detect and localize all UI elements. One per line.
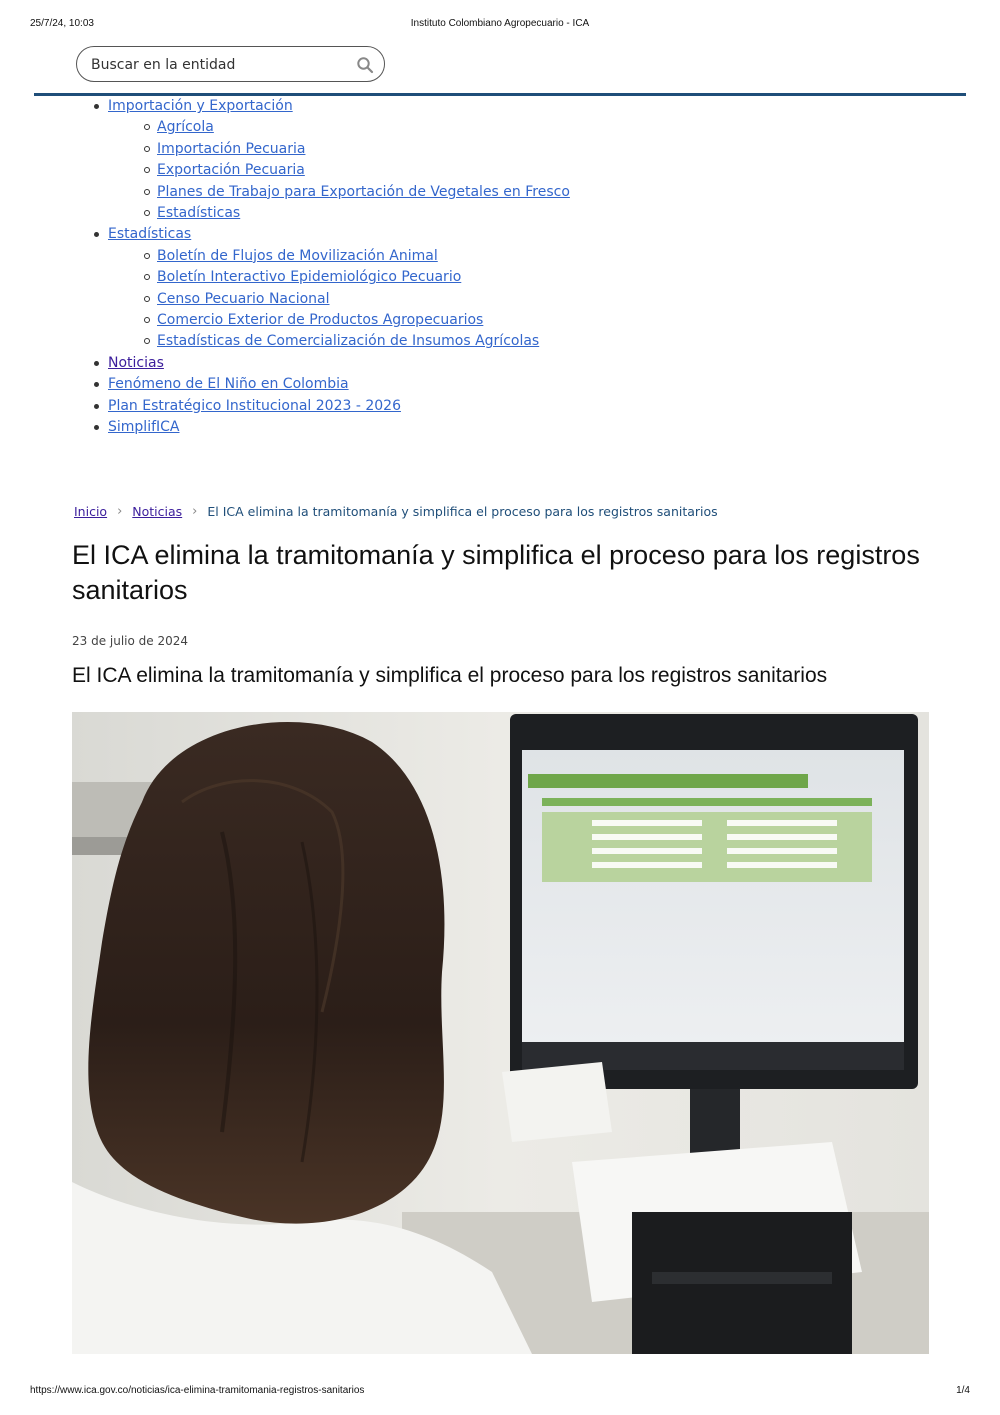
menu-item-importacion-exportacion [94, 96, 794, 224]
breadcrumb-home-link[interactable]: Inicio [74, 503, 108, 519]
submenu-link-exportacion-pecuaria[interactable]: Exportación Pecuaria [157, 162, 305, 179]
menu-link-simplifica[interactable]: SimplifICA [108, 419, 180, 436]
submenu-link-agricola[interactable]: Agrícola [157, 119, 214, 136]
print-page-title: Instituto Colombiano Agropecuario - ICA [410, 18, 590, 29]
print-url: https://www.ica.gov.co/noticias/ica-elimina-tramitomania-registros-sanitarios [30, 1385, 365, 1396]
submenu-item [108, 139, 794, 160]
print-datetime: 25/7/24, 10:03 [30, 18, 94, 29]
article-photo [72, 712, 929, 1354]
menu-link-estadisticas[interactable]: Estadísticas [108, 226, 192, 243]
search-box[interactable] [76, 46, 385, 82]
submenu-item [108, 267, 794, 288]
article-subtitle: El ICA elimina la tramitomanía y simplifica el proceso para los registros sanitarios [72, 664, 828, 687]
menu-link-importacion-exportacion[interactable]: Importación y Exportación [108, 98, 293, 114]
submenu-link-estadisticas-impexp[interactable]: Estadísticas [157, 205, 241, 222]
print-footer [0, 1385, 1000, 1399]
menu-item-noticias [94, 353, 794, 374]
chevron-right-icon: › [192, 503, 198, 519]
search-input[interactable] [91, 55, 341, 75]
submenu-link-censo-pecuario[interactable]: Censo Pecuario Nacional [157, 290, 330, 307]
submenu-link-boletin-flujos[interactable]: Boletín de Flujos de Movilización Animal [157, 247, 438, 264]
submenu-link-boletin-epidemiologico[interactable]: Boletín Interactivo Epidemiológico Pecuario [157, 269, 462, 286]
submenu-item [108, 310, 794, 331]
submenu-item [108, 203, 794, 224]
breadcrumb-section-link[interactable]: Noticias [132, 503, 183, 519]
submenu-item [108, 160, 794, 181]
submenu-link-planes-trabajo[interactable]: Planes de Trabajo para Exportación de Vegetales en Fresco [157, 183, 570, 200]
menu-item-fenomeno-nino [94, 374, 794, 395]
site-menu [94, 96, 794, 439]
menu-link-plan-estrategico[interactable]: Plan Estratégico Institucional 2023 - 2026 [108, 397, 401, 414]
submenu-link-importacion-pecuaria[interactable]: Importación Pecuaria [157, 140, 306, 157]
submenu-item [108, 182, 794, 203]
print-page-number: 1/4 [956, 1385, 970, 1396]
print-header [0, 18, 1000, 32]
submenu-link-comercio-exterior[interactable]: Comercio Exterior de Productos Agropecuarios [157, 312, 484, 329]
breadcrumb-current: El ICA elimina la tramitomanía y simplifica el proceso para los registros sanitarios [207, 503, 718, 519]
menu-item-plan-estrategico [94, 396, 794, 417]
submenu-item [108, 331, 794, 352]
submenu-link-estadisticas-insumos[interactable]: Estadísticas de Comercialización de Insumos Agrícolas [157, 333, 540, 350]
submenu-item [108, 289, 794, 310]
breadcrumb [74, 502, 718, 520]
page-title: El ICA elimina la tramitomanía y simplifica el proceso para los registros sanitarios [72, 540, 920, 605]
submenu-item [108, 246, 794, 267]
woman-at-computer-image [72, 712, 929, 1354]
menu-item-simplifica [94, 417, 794, 438]
chevron-right-icon: › [117, 503, 123, 519]
menu-link-fenomeno-nino[interactable]: Fenómeno de El Niño en Colombia [108, 376, 349, 393]
menu-link-noticias[interactable]: Noticias [108, 354, 164, 371]
article-date: 23 de julio de 2024 [72, 634, 189, 648]
menu-item-estadisticas [94, 224, 794, 352]
submenu-item [108, 117, 794, 138]
search-icon[interactable] [356, 56, 374, 74]
